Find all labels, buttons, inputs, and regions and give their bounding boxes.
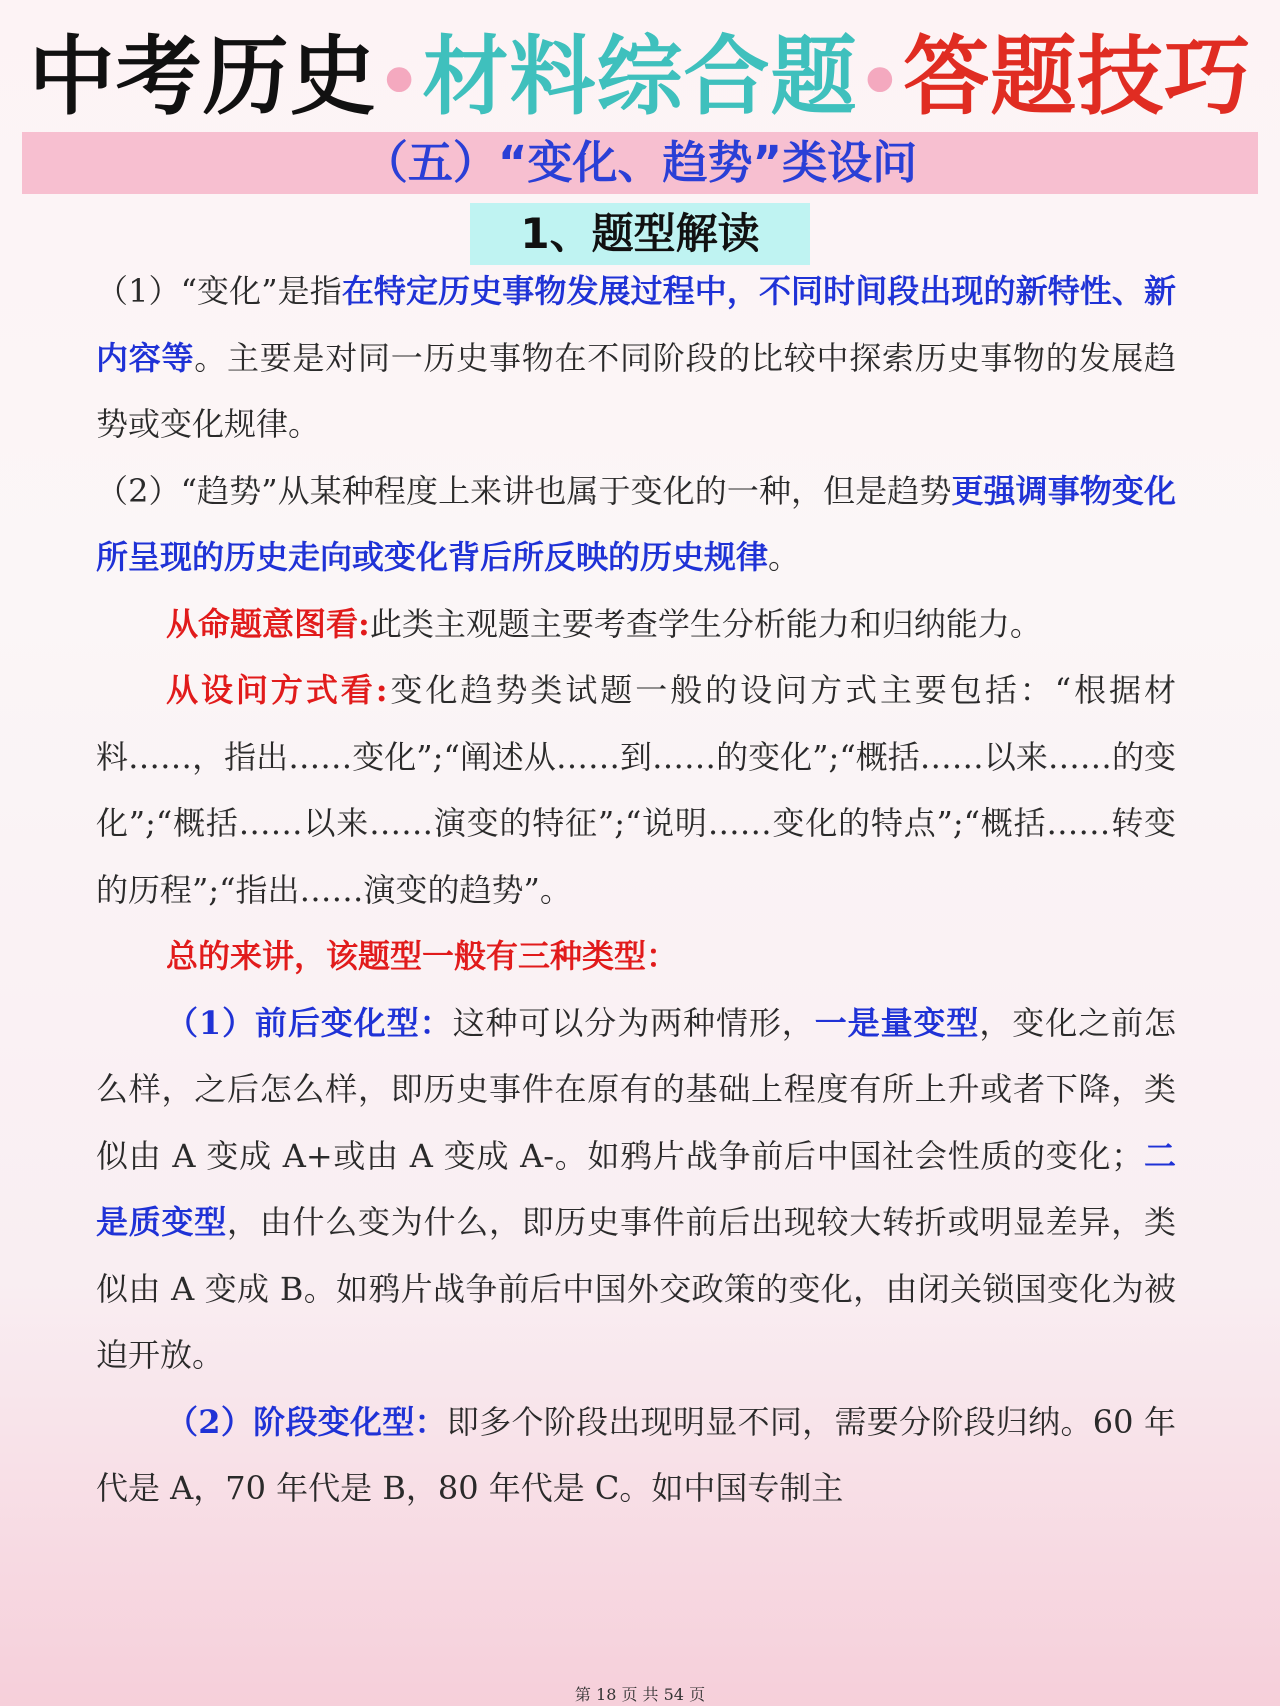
title-part-history: 中考历史 bbox=[28, 27, 377, 127]
text: （2）“趋势”从某种程度上来讲也属于变化的一种，但是趋势 bbox=[96, 471, 952, 510]
emphasis-red: 从命题意图看: bbox=[166, 604, 370, 643]
section-title: 1、题型解读 bbox=[520, 209, 760, 258]
paragraph-summary bbox=[96, 923, 1176, 990]
emphasis-blue: （1）前后变化型： bbox=[166, 1003, 453, 1042]
paragraph-question-style bbox=[96, 657, 1176, 923]
paragraph-stage-type bbox=[96, 1389, 1176, 1522]
emphasis-blue: （2）阶段变化型： bbox=[166, 1402, 447, 1441]
title-part-tips: 答题技巧 bbox=[903, 27, 1252, 127]
text: （1）“变化”是指 bbox=[96, 272, 342, 310]
text: 这种可以分为两种情形， bbox=[452, 1003, 815, 1042]
emphasis-blue: 在特定历史事物发展过程中，不同时间段出现的新特性、新内容等 bbox=[96, 272, 1176, 377]
emphasis-blue: 更强调事物变化所呈现的历史走向或变化背后所反映的历史规律 bbox=[96, 471, 1176, 576]
paragraph-intent bbox=[96, 591, 1176, 658]
paragraph-change-definition bbox=[96, 258, 1176, 458]
title-part-material: 材料综合题 bbox=[422, 27, 858, 127]
page-number: 第 18 页 共 54 页 bbox=[574, 1685, 706, 1704]
subtitle: （五）“变化、趋势”类设问 bbox=[362, 136, 918, 189]
text: 即多个阶段出现明显不同，需要分阶段归纳。60 年代是 A，70 年代是 B，80 年代是 C。如中国专制主 bbox=[96, 1402, 1176, 1507]
text: 变化趋势类试题一般的设问方式主要包括：“根据材料……，指出……变化”;“阐述从……到……的变化”;“概括……以来……的变化”;“概括……以来……演变的特征”;“说明……变化的特点”;“概括……转变的历程”;“指出……演变的趋势”。 bbox=[96, 671, 1176, 909]
emphasis-blue: 一是量变型 bbox=[814, 1003, 980, 1042]
text: ，由什么变为什么，即历史事件前后出现较大转折或明显差异，类似由 A 变成 B。如鸦片战争前后中国外交政策的变化，由闭关锁国变化为被迫开放。 bbox=[96, 1203, 1176, 1374]
emphasis-red: 总的来讲，该题型一般有三种类型： bbox=[166, 937, 679, 975]
paragraph-trend-definition bbox=[96, 458, 1176, 591]
text: ，变化之前怎么样，之后怎么样，即历史事件在原有的基础上程度有所上升或者下降，类似由 A 变成 A+或由 A 变成 A-。如鸦片战争前后中国社会性质的变化； bbox=[96, 1003, 1176, 1175]
emphasis-red: 从设问方式看: bbox=[166, 671, 388, 709]
title-separator-dot: • bbox=[857, 41, 904, 123]
text: 此类主观题主要考查学生分析能力和归纳能力。 bbox=[369, 604, 1042, 643]
emphasis-blue: 二是质变型 bbox=[96, 1136, 1176, 1241]
title-separator-dot: • bbox=[376, 41, 423, 123]
text: 。 bbox=[768, 538, 801, 576]
page-title bbox=[0, 22, 1280, 137]
body-content bbox=[96, 258, 1176, 1522]
text: 。主要是对同一历史事物在不同阶段的比较中探索历史事物的发展趋势或变化规律。 bbox=[96, 338, 1176, 443]
paragraph-before-after-type bbox=[96, 990, 1176, 1389]
